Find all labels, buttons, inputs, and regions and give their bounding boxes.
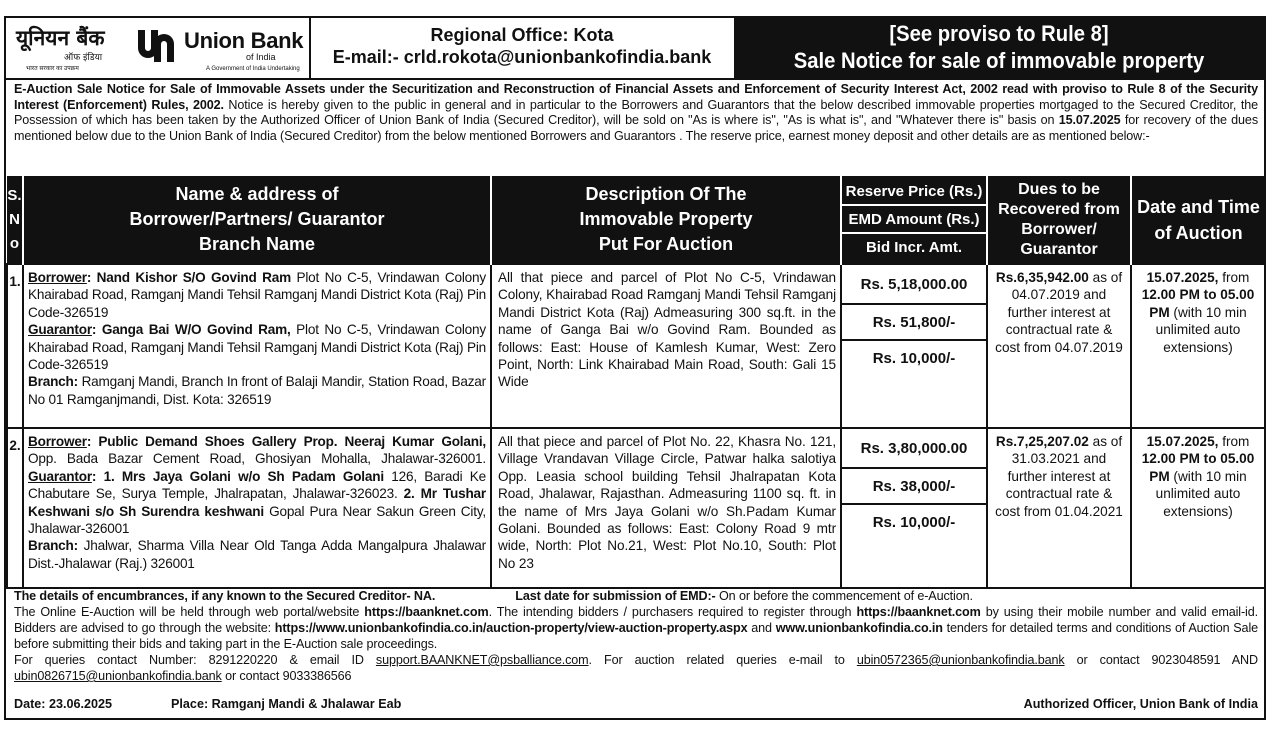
intro-heading: E-Auction Sale Notice for Sale of Immovable Assets under the Securitization and Reconstruction of Financial Assets and Enforcement of Security Interest Act, 2002 read with proviso to Rule 8 of the Security Interest (Enforcement) Rules, 2002. — [14, 82, 1258, 112]
authorized-officer: Authorized Officer, Union Bank of India — [1023, 697, 1258, 711]
auction-datetime: 15.07.2025, from 12.00 PM to 05.00 PM (with 10 min unlimited auto extensions) — [1131, 264, 1265, 428]
regional-email: E-mail:- crld.rokota@unionbankofindia.bank — [332, 47, 712, 67]
col-bid-increment: Bid Incr. Amt. — [865, 238, 963, 256]
price-details — [841, 264, 987, 428]
hindi-bank-sub: ऑफ इंडिया — [64, 53, 103, 63]
col-emd-amount: EMD Amount (Rs.) — [842, 206, 986, 234]
terms-section — [6, 588, 1264, 684]
bank-tagline: A Government of India Undertaking — [206, 66, 300, 72]
reserve-price: Rs. 5,18,000.00 — [842, 265, 986, 305]
col-auction-time: Date and Time of Auction — [1131, 176, 1265, 264]
encumbrance-line: The details of encumbrances, if any known to the Secured Creditor- NA. Last date for submission of EMD:- On or before the commencement of e-Auction. — [14, 589, 973, 603]
regional-office: Regional Office: Kota — [430, 25, 614, 45]
row-sno: 2. — [7, 428, 23, 588]
signature-line — [6, 697, 1264, 719]
regional-office-block — [312, 18, 732, 78]
col-borrower: Name & address of Borrower/Partners/ Guarantor Branch Name — [23, 176, 491, 264]
intro-text-2: for recovery of the dues mentioned below due to the Union Bank of India (Secured Creditor) from the below mentioned Borrowers and Guarantors . The reserve price, earnest money deposit and other details are as mentioned below:- — [14, 113, 1258, 143]
intro-text-1: Notice is hereby given to the public in general and in particular to the Borrowers and Guarantors that the below described immovable properties mortgaged to the Secured Creditor, the Possession of which has been taken by the Authorized Officer of Union Bank of India (Secured Creditor), will be sold on "As is where is", "As is what is", and "Whatever there is" basis on — [14, 97, 1258, 128]
proviso-label: [See proviso to Rule 8] — [889, 21, 1109, 46]
auction-datetime: 15.07.2025, from 12.00 PM to 05.00 PM (with 10 min unlimited auto extensions) — [1131, 428, 1265, 588]
emd-amount: Rs. 38,000/- — [842, 469, 986, 505]
auction-property-link[interactable]: https://www.unionbankofindia.co.in/auction-property/view-auction-property.aspx — [274, 621, 748, 635]
union-bank-logo-icon — [134, 26, 178, 66]
auction-email-link-2[interactable]: ubin0826715@unionbankofindia.bank — [14, 669, 222, 683]
notice-title-block — [734, 18, 1264, 78]
property-description: All that piece and parcel of Plot No. 22, Khasra No. 121, Village Vrandavan Village Circle, Patwar halka salotiya Opp. Leasia school building Tehsil Jhalrapatan Kota Road, Jhalawar, Rajasthan. Admeasuring 1100 sq. ft. in the name of Mrs Jaya Golani w/o Sh.Padam Kumar Golani. Bounded as follows: East: Colony Road 9 mtr wide, North: Plot No.21, West: Plot No.10, South: Plot No 23 — [491, 428, 841, 588]
notice-title: Sale Notice for sale of immovable property — [793, 48, 1205, 73]
dues-amount: Rs.7,25,207.02 as of 31.03.2021 and further interest at contractual rate & cost from 01.04.2021 — [987, 428, 1131, 588]
support-email-link[interactable]: support.BAANKNET@psballiance.com — [375, 653, 589, 667]
baanknet-link-2[interactable]: https://baanknet.com — [856, 605, 981, 619]
property-description: All that piece and parcel of Plot No C-5, Vrindawan Colony, Khairabad Road Ramganj Mandi Tehsil Ramganj Mandi District Kota (Raj) Admeasuring 300 sq.ft. in the name of Ganga Bai w/o Govind Ram. Bounded as follows: East: House of Kamlesh Kumar, West: Zero Point, North: Link Khairabad Main Road, South: Gali 15 Wide — [491, 264, 841, 428]
table-header-row — [7, 176, 1265, 264]
reserve-price: Rs. 3,80,000.00 — [842, 429, 986, 469]
bid-increment: Rs. 10,000/- — [872, 350, 956, 367]
notice-date: Date: 23.06.2025 — [14, 697, 113, 711]
hindi-bank-name: यूनियन बैंक — [16, 25, 105, 50]
col-reserve-price: Reserve Price (Rs.) — [842, 178, 986, 206]
col-dues: Dues to be Recovered from Borrower/ Guarantor — [987, 176, 1131, 264]
baanknet-link[interactable]: https://baanknet.com — [364, 605, 489, 619]
bid-increment: Rs. 10,000/- — [872, 514, 956, 531]
union-bank-site-link[interactable]: www.unionbankofindia.co.in — [775, 621, 943, 635]
auction-email-link-1[interactable]: ubin0572365@unionbankofindia.bank — [856, 653, 1065, 667]
emd-amount: Rs. 51,800/- — [842, 305, 986, 341]
bank-name: Union Bank — [184, 28, 304, 53]
hindi-tagline: भारत सरकार का उपक्रम — [26, 66, 79, 72]
borrower-details: Borrower: Nand Kishor S/O Govind Ram Plot No C-5, Vrindawan Colony Khairabad Road, Ramganj Mandi Tehsil Ramganj Mandi District Kota (Raj) Pin Code-326519 Guarantor: Ganga Bai W/O Govind Ram, Plot No C-5, Vrindawan Colony Khairabad Road, Ramganj Mandi Tehsil Ramganj Mandi District Kota (Raj) Pin Code-326519 Branch: Ramganj Mandi, Branch In front of Balaji Mandir, Station Road, Bazar No 01 Ramganjmandi, Dist. Kota: 326519 — [23, 264, 491, 428]
borrower-details: Borrower: Public Demand Shoes Gallery Prop. Neeraj Kumar Golani, Opp. Bada Bazar Cement Road, Ghosiyan Mohalla, Jhalawar-326001. Guarantor: 1. Mrs Jaya Golani w/o Sh Padam Golani 126, Baradi Ke Chabutare Se, Surya Temple, Jhalrapatan, Jhalawar-326023. 2. Mr Tushar Keshwani s/o Sh Surendra keshwani Gopal Pura Near Sakun Green City, Jhalawar-326001 Branch: Jhalwar, Sharma Villa Near Old Tanga Adda Mangalpura Jhalawar Dist.-Jhalawar (Raj.) 326001 — [23, 428, 491, 588]
auction-table — [6, 176, 1266, 589]
table-row — [7, 428, 1265, 588]
col-prices — [841, 176, 987, 264]
auction-date-inline: 15.07.2025 — [1058, 113, 1121, 128]
col-property: Description Of The Immovable Property Put For Auction — [491, 176, 841, 264]
bank-logo-block — [6, 18, 311, 78]
notice-place: Place: Ramganj Mandi & Jhalawar Eab — [171, 697, 402, 711]
bank-name-sub: of India — [246, 52, 276, 62]
col-sno: S. N o — [7, 176, 23, 264]
auction-portal-terms: The Online E-Auction will be held through web portal/website https://baanknet.com. The intending bidders / purchasers required to register through https://baanknet.com by using their mobile number and valid email-id. Bidders are advised to go through the website: https://www.unionbankofindia.co.in/auction-property/view-auction-property.aspx and www.unionbankofindia.co.in tenders for detailed terms and conditions of Auction Sale before submitting their bids and taking part in the E-Auction sale proceedings. — [14, 605, 1259, 651]
table-row — [7, 264, 1265, 428]
intro-paragraph — [6, 80, 1264, 176]
dues-amount: Rs.6,35,942.00 as of 04.07.2019 and further interest at contractual rate & cost from 04.07.2019 — [987, 264, 1131, 428]
contact-details: For queries contact Number: 8291220220 & email ID support.BAANKNET@psballiance.com. For auction related queries e-mail to ubin0572365@unionbankofindia.bank or contact 9023048591 AND ubin0826715@unionbankofindia.bank or contact 9033386566 — [14, 653, 1259, 683]
price-details — [841, 428, 987, 588]
sale-notice — [4, 16, 1266, 720]
notice-header — [6, 18, 1264, 80]
row-sno: 1. — [7, 264, 23, 428]
